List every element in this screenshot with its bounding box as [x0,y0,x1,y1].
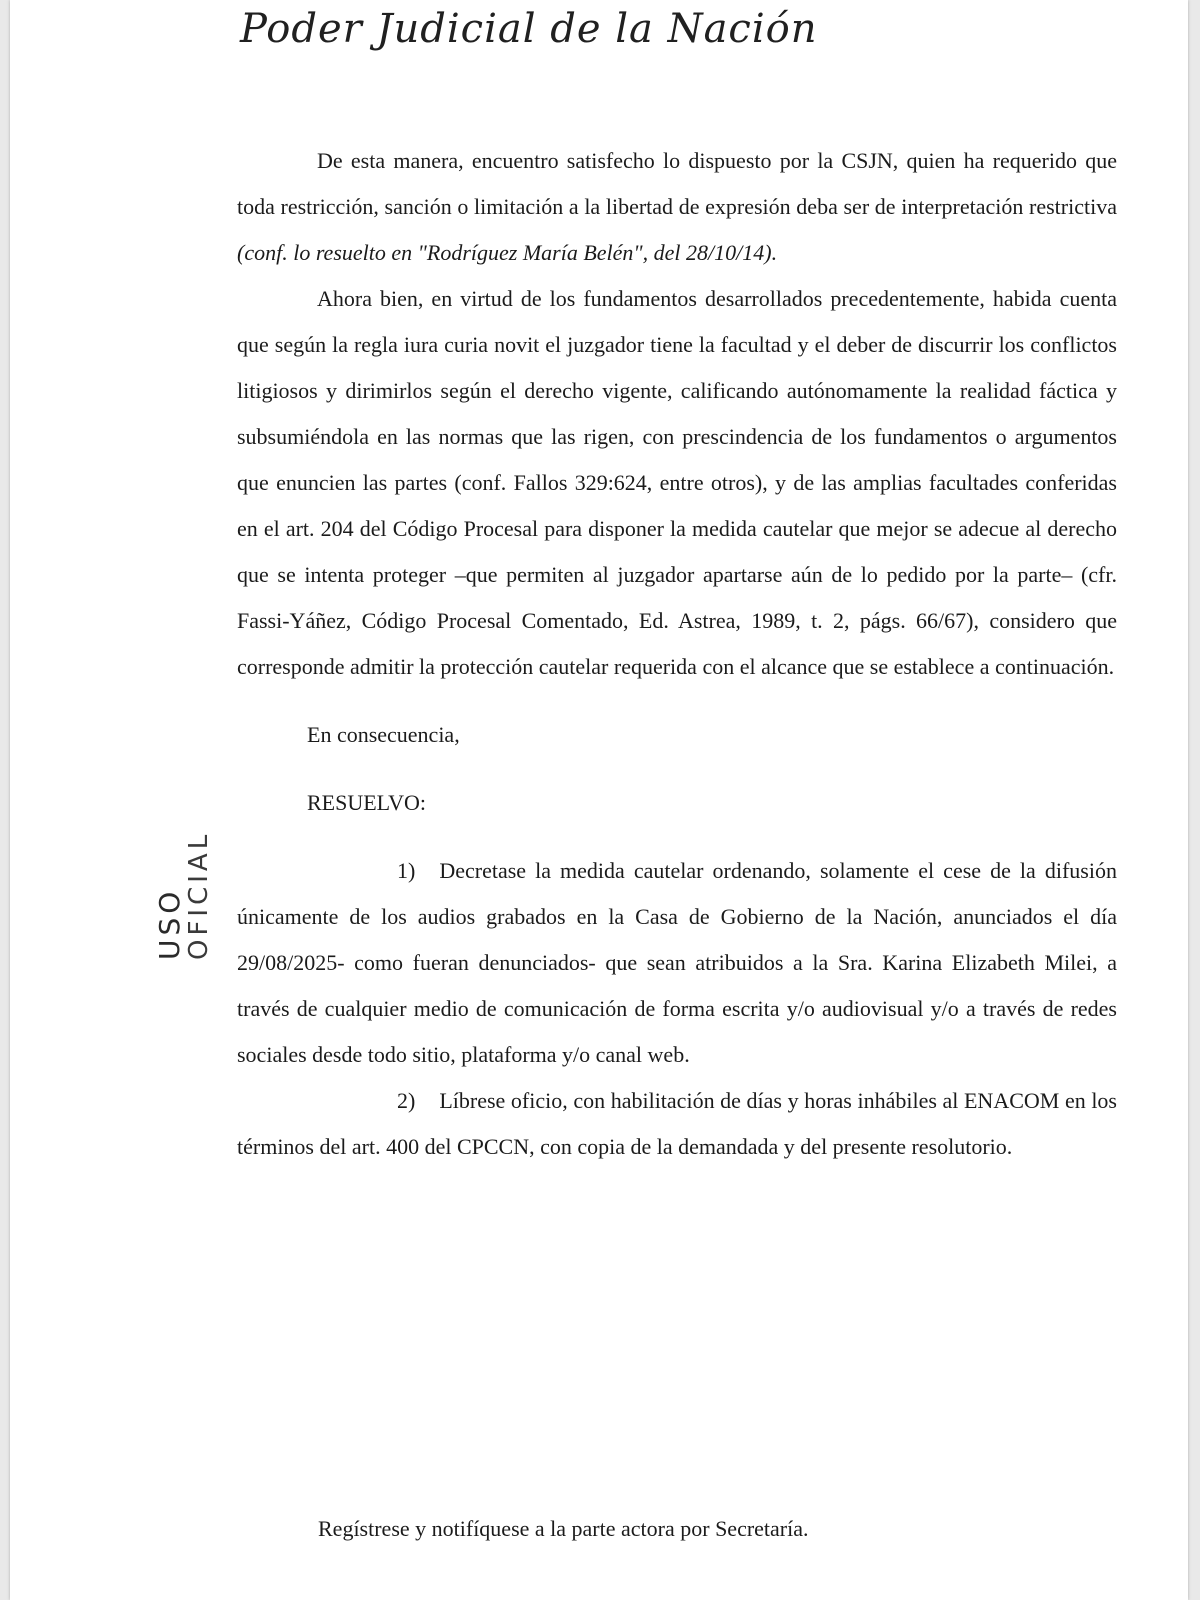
document-body [237,138,1117,1170]
closing-line: Regístrese y notifíquese a la parte actora por Secretaría. [318,1516,809,1541]
document-header-title: Poder Judicial de la Nación [240,6,818,52]
side-stamp [153,830,214,960]
paragraph-grounds: Ahora bien, en virtud de los fundamentos desarrollados precedentemente, habida cuenta que según la regla iura curia novit el juzgador tiene la facultad y el deber de discurrir los conflictos litigiosos y dirimirlos según el derecho vigente, calificando autónomamente la realidad fáctica y subsumiéndola en las normas que las rigen, con prescindencia de los fundamentos o argumentos que enuncien las partes (conf. Fallos 329:624, entre otros), y de las amplias facultades conferidas en el art. 204 del Código Procesal para disponer la medida cautelar que mejor se adecue al derecho que se intenta proteger –que permiten al juzgador apartarse aún de lo pedido por la parte– (cfr. Fassi-Yáñez, Código Procesal Comentado, Ed. Astrea, 1989, t. 2, págs. 66/67), considero que corresponde admitir la protección cautelar requerida con el alcance que se establece a continuación. [237,286,1117,679]
resolution-item-1 [237,848,1117,1078]
paragraph-csjn-text: De esta manera, encuentro satisfecho lo dispuesto por la CSJN, quien ha requerido que toda restricción, sanción o limitación a la libertad de expresión deba ser de interpretación restrictiva [237,148,1117,219]
resolution-item-2 [237,1078,1117,1170]
resolve-heading: RESUELVO: [307,790,426,815]
paragraph-csjn [237,138,1117,276]
side-stamp-line2: OFICIAL [184,830,214,960]
resolution-item-1-text: Decretase la medida cautelar ordenando, solamente el cese de la difusión únicamente de los audios grabados en la Casa de Gobierno de la Nación, anunciados el día 29/08/2025- como fueran denunciados- que sean atribuidos a la Sra. Karina Elizabeth Milei, a través de cualquier medio de comunicación de forma escrita y/o audiovisual y/o a través de redes sociales desde todo sitio, plataforma y/o canal web. [237,858,1117,1067]
resolution-item-1-number: 1) [397,858,416,883]
resolution-item-2-number: 2) [397,1088,416,1113]
paragraph-consequence: En consecuencia, [307,722,460,747]
document-page [10,0,1188,1600]
side-stamp-line1: USO [153,887,186,960]
resolution-item-2-text: Líbrese oficio, con habilitación de días y horas inhábiles al ENACOM en los términos del art. 400 del CPCCN, con copia de la demandada y del presente resolutorio. [237,1088,1117,1159]
paragraph-csjn-citation: (conf. lo resuelto en "Rodríguez María Belén", del 28/10/14). [237,240,778,265]
